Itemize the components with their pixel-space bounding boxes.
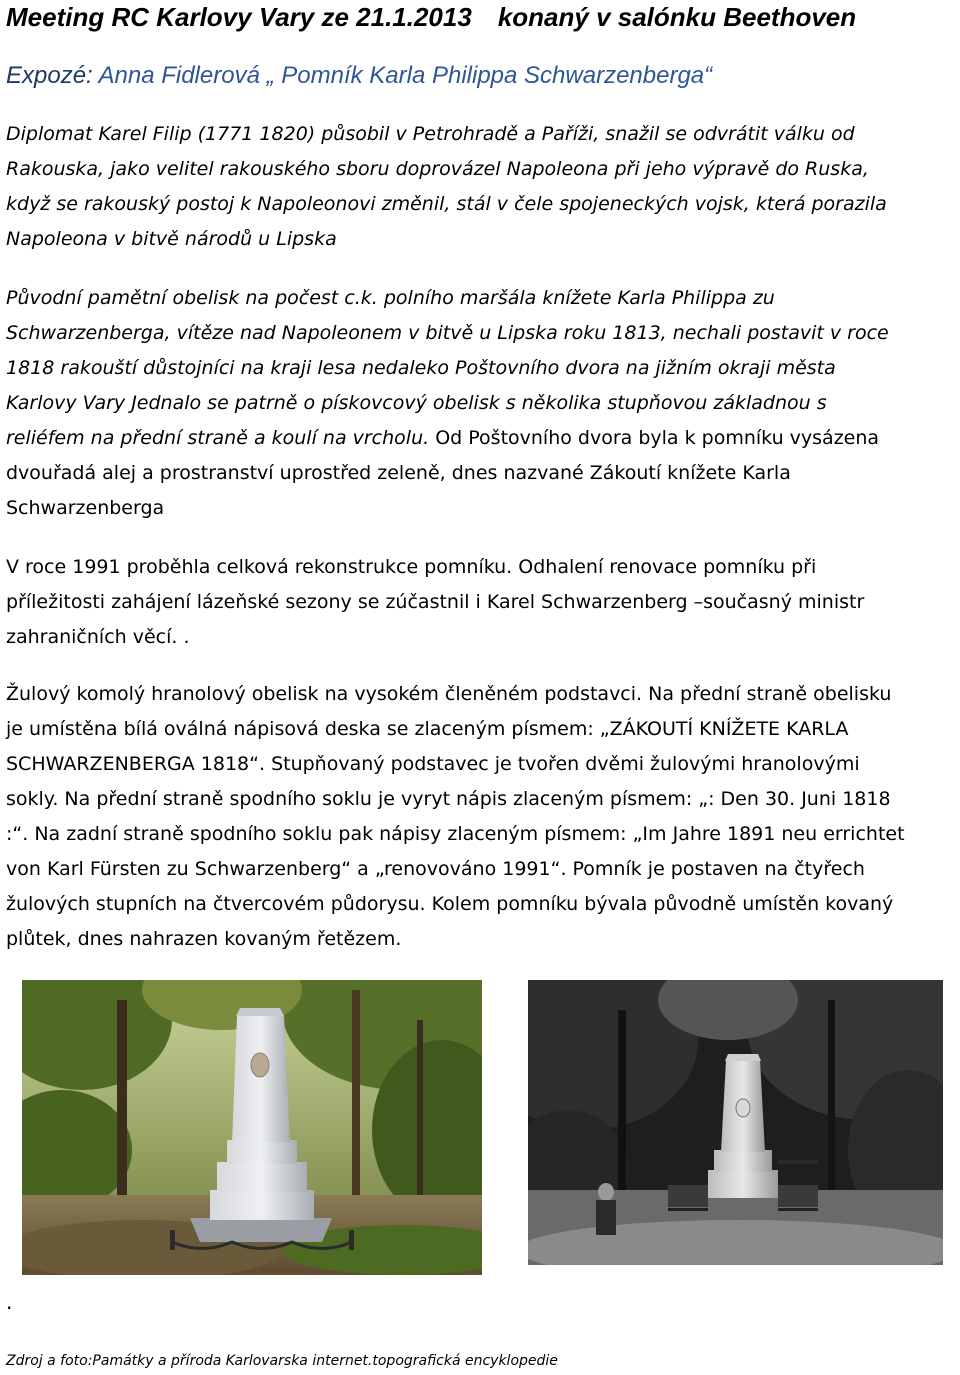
- text-line: zahraničních věcí. .: [6, 626, 190, 648]
- description-paragraph: [6, 677, 958, 957]
- photo-color-obelisk: [22, 980, 482, 1275]
- text-line: Původní pamětní obelisk na počest c.k. polního maršála knížete Karla Philippa zu: [6, 287, 775, 309]
- text-line: dvouřadá alej a prostranství uprostřed zeleně, dnes nazvané Zákoutí knížete Karla: [6, 462, 791, 484]
- text-line: [6, 421, 958, 456]
- text-line: von Karl Fürsten zu Schwarzenberg“ a „renovováno 1991“. Pomník je postaven na čtyřech: [6, 858, 865, 880]
- text-line: :“. Na zadní straně spodního soklu pak nápisy zlaceným písmem: „Im Jahre 1891 neu errichtet: [6, 823, 905, 845]
- obelisk-benches-illustration: [528, 980, 943, 1265]
- text-line: když se rakouský postoj k Napoleonovi změnil, stál v čele spojeneckých vojsk, která porazila: [6, 193, 887, 215]
- text-normal: Od Poštovního dvora byla k pomníku vysázena: [429, 427, 880, 449]
- page-title: [6, 0, 956, 34]
- expoze-heading: [6, 60, 712, 92]
- text-line: [6, 550, 958, 585]
- intro-paragraph: [6, 117, 958, 257]
- text-line: žulových stupních na čtvercovém půdorysu. Kolem pomníku bývala původně umístěn kovaný: [6, 893, 894, 915]
- text-line: plůtek, dnes nahrazen kovaným řetězem.: [6, 928, 402, 950]
- text-line: Schwarzenberga, vítěze nad Napoleonem v bitvě u Lipska roku 1813, nechali postavit v roce: [6, 322, 889, 344]
- text-normal: V roce 1991 proběhla celková rekonstrukce pomníku.: [6, 556, 513, 578]
- original-obelisk-paragraph: [6, 281, 958, 526]
- expoze-label: Expozé:: [6, 62, 93, 89]
- stray-dot: .: [6, 1290, 13, 1314]
- text-line: je umístěna bílá oválná nápisová deska se zlaceným písmem: „ZÁKOUTÍ KNÍŽETE KARLA: [6, 718, 849, 740]
- source-citation: Zdroj a foto:Památky a příroda Karlovarska internet.topografická encyklopedie: [6, 1353, 558, 1369]
- text-line: Napoleona v bitvě národů u Lipska: [6, 228, 337, 250]
- text-line: příležitosti zahájení lázeňské sezony se zúčastnil i Karel Schwarzenberg –současný ministr: [6, 591, 865, 613]
- text-line: sokly. Na přední straně spodního soklu je vyryt nápis zlaceným písmem: „: Den 30. Juni 1818: [6, 788, 891, 810]
- expoze-text: Anna Fidlerová „ Pomník Karla Philippa Schwarzenberga“: [98, 62, 713, 89]
- title-venue: konaný v salónku Beethoven: [497, 2, 857, 32]
- text-line: Schwarzenberga: [6, 497, 165, 519]
- renovation-paragraph: [6, 550, 958, 655]
- title-meeting: Meeting RC Karlovy Vary ze 21.1.2013: [6, 2, 472, 32]
- text-line: Diplomat Karel Filip (1771 1820) působil v Petrohradě a Paříži, snažil se odvrátit válku od: [6, 123, 855, 145]
- text-line: Žulový komolý hranolový obelisk na vysokém členěném podstavci. Na přední straně obelisku: [6, 683, 892, 705]
- text-line: SCHWARZENBERGA 1818“. Stupňovaný podstavec je tvořen dvěmi žulovými hranolovými: [6, 753, 860, 775]
- photo-bw-obelisk: [528, 980, 943, 1265]
- obelisk-forest-illustration: [22, 980, 482, 1275]
- text-line: 1818 rakouští důstojníci na kraji lesa nedaleko Poštovního dvora na jižním okraji města: [6, 357, 836, 379]
- text-line: Rakouska, jako velitel rakouského sboru doprovázel Napoleona při jeho výpravě do Ruska,: [6, 158, 869, 180]
- text-normal: Odhalení renovace pomníku při: [512, 556, 817, 578]
- text-italic: reliéfem na přední straně a koulí na vrcholu.: [6, 427, 430, 449]
- text-line: Karlovy Vary Jednalo se patrně o pískovcový obelisk s několika stupňovou základnou s: [6, 392, 827, 414]
